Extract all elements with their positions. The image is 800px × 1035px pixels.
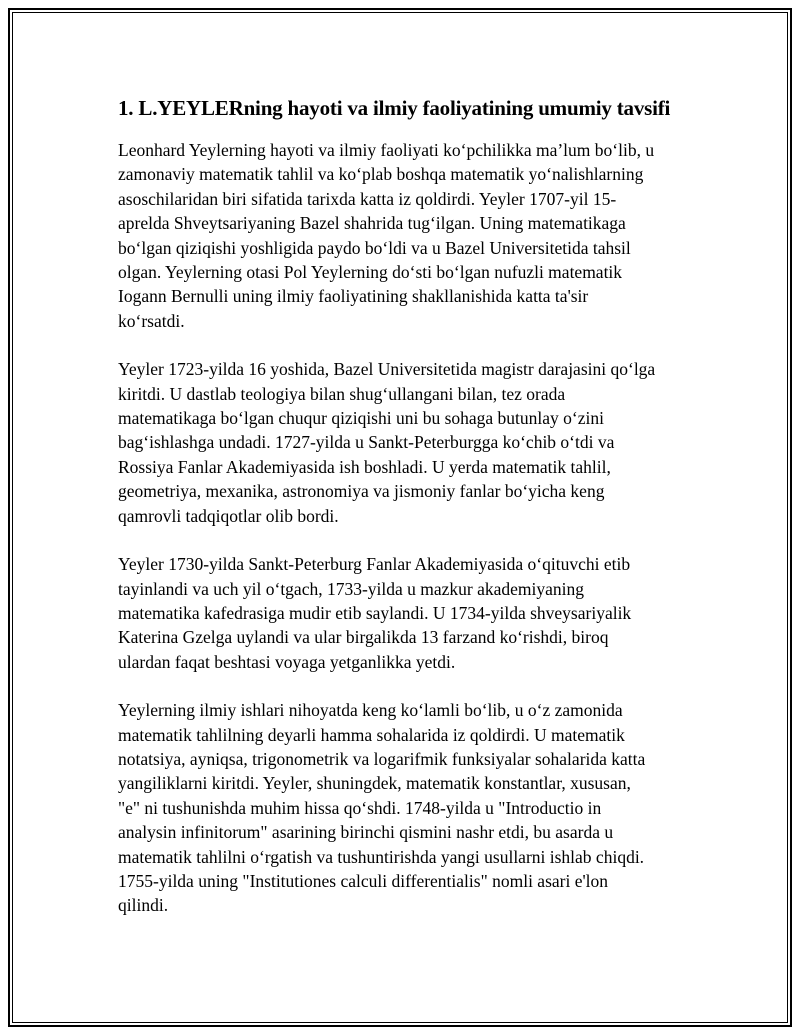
document-body	[118, 93, 698, 942]
paragraph-career: Yeyler 1730-yilda Sankt-Peterburg Fanlar Akademiyasida oʻqituvchi etib tayinlandi va uch yil oʻtgach, 1733-yilda u mazkur akademiyaning matematika kafedrasiga mudir etib saylandi. U 1734-yilda shveysariyalik Katerina Gzelga uylandi va ular birgalikda 13 farzand koʻrishdi, biroq ulardan faqat beshtasi voyaga yetganlikka yetdi.	[118, 554, 632, 672]
paragraph-biography: Leonhard Yeylerning hayoti va ilmiy faoliyati koʻpchilikka maʼlum boʻlib, u zamonaviy matematik tahlil va koʻplab boshqa matematik yoʻnalishlarning asoschilaridan biri sifatida tarixda katta iz qoldirdi. Yeyler 1707-yil 15- aprelda Shveytsariyaning Bazel shahrida tugʻilgan. Uning matematikaga boʻlgan qiziqishi yoshligida paydo boʻldi va u Bazel Universitetida tahsil olgan. Yeylerning otasi Pol Yeylerning doʻsti boʻlgan nufuzli matematik Iogann Bernulli uning ilmiy faoliyatining shakllanishida katta ta'sir koʻrsatdi.	[118, 140, 655, 331]
paragraph-scientific-work: Yeylerning ilmiy ishlari nihoyatda keng koʻlamli boʻlib, u oʻz zamonida matematik tahlilning deyarli hamma sohalarida iz qoldirdi. U matematik notatsiya, ayniqsa, trigonometrik va logarifmik funksiyalar sohalarida katta yangiliklarni kiritdi. Yeyler, shuningdek, matematik konstantlar, xususan, "e" ni tushunishda muhim hissa qoʻshdi. 1748-yilda u "Introductio in analysin infinitorum" asarining birinchi qismini nashr etdi, bu asarda u matematik tahlilni oʻrgatish va tushuntirishda yangi usullarni ishlab chiqdi. 1755-yilda uning "Institutiones calculi differentialis" nomli asari e'lon qilindi.	[118, 700, 646, 916]
section-heading: 1. L.YEYLERning hayoti va ilmiy faoliyatining umumiy tavsifi	[118, 96, 671, 120]
paragraph-education: Yeyler 1723-yilda 16 yoshida, Bazel Universitetida magistr darajasini qoʻlga kiritdi. U dastlab teologiya bilan shugʻullangani bilan, tez orada matematikaga boʻlgan chuqur qiziqishi uni bu sohaga butunlay oʻzini bagʻishlashga undadi. 1727-yilda u Sankt-Peterburgga koʻchib oʻtdi va Rossiya Fanlar Akademiyasida ish boshladi. U yerda matematik tahlil, geometriya, mexanika, astronomiya va jismoniy fanlar boʻyicha keng qamrovli tadqiqotlar olib bordi.	[118, 359, 656, 526]
